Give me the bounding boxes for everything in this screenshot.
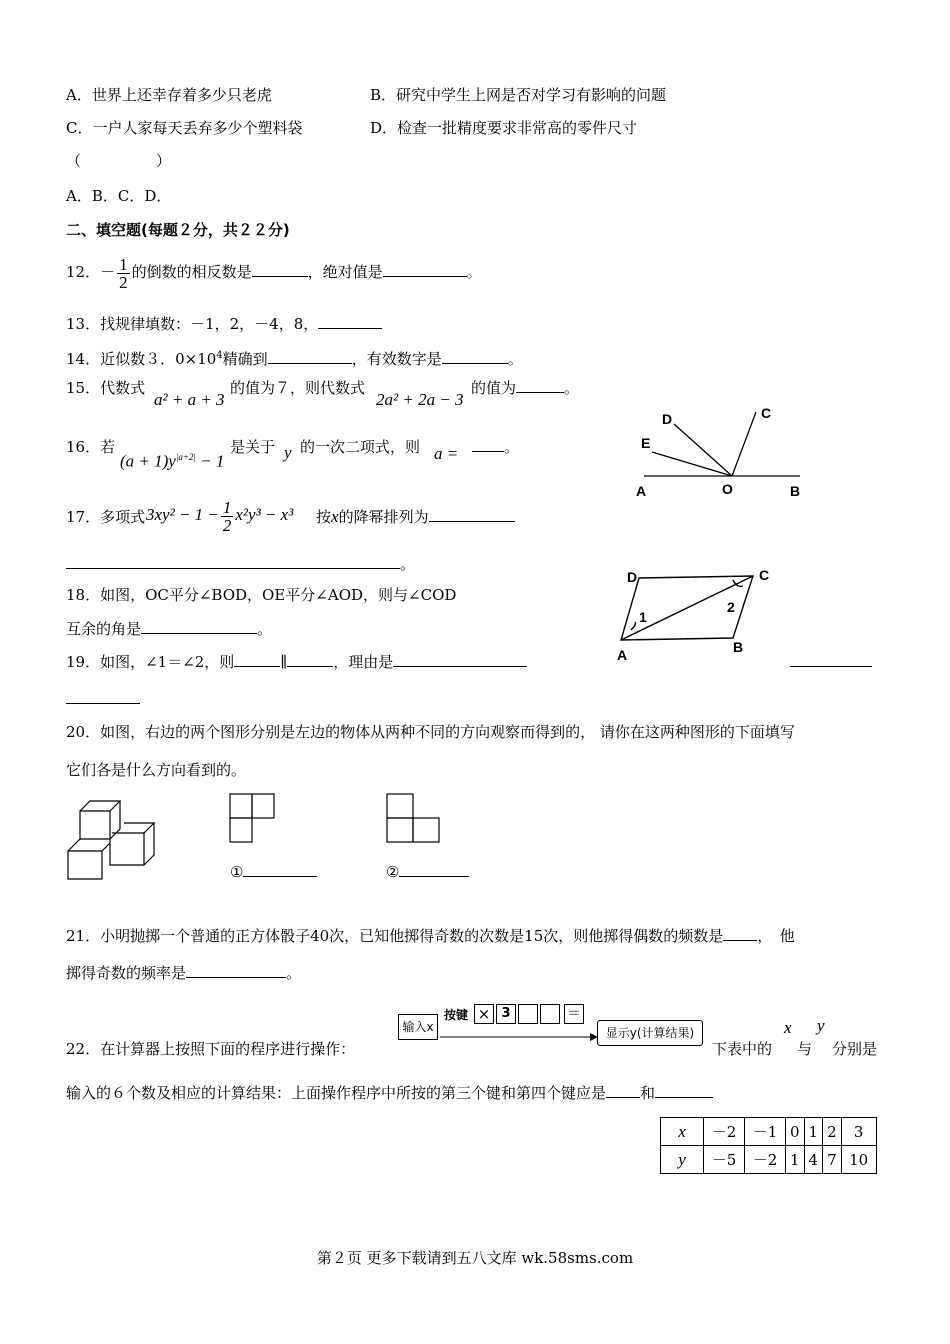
answer-blank[interactable]: [655, 1083, 713, 1098]
table-cell: 4: [804, 1146, 823, 1174]
answer-blank[interactable]: [186, 963, 286, 978]
answer-blank[interactable]: [393, 652, 527, 667]
question-22-after: 下表中的: [712, 1040, 773, 1058]
question-15-mid: 的值为７，则代数式: [230, 379, 366, 397]
question-12: 12．－ $\frac{1}{2}$ 的倒数的相反数是 ，绝对值是 。: [66, 254, 482, 292]
question-21-line2: 掷得奇数的频率是 。: [66, 964, 302, 982]
var-y: y: [817, 1016, 825, 1035]
option-d: D．检查一批精度要求非常高的零件尺寸: [370, 119, 638, 137]
question-22-line2: 输入的６个数及相应的计算结果：上面操作程序中所按的第三个键和第四个键应是 和: [66, 1083, 713, 1103]
angle-figure: [630, 402, 810, 504]
question-14: 14．近似数３．$0\times 10^4$精确到 ，有效数字是 。: [66, 350, 523, 368]
answer-blank[interactable]: [399, 862, 469, 877]
label-D: D: [662, 411, 673, 427]
label-B: B: [790, 483, 801, 499]
question-19-blank-cont: [66, 689, 140, 709]
answer-blank[interactable]: [318, 314, 382, 329]
question-17: 17．多项式: [66, 508, 146, 526]
view-label-1: ①: [230, 862, 317, 882]
question-19: 19．如图，∠1＝∠2，则 ∥ ，理由是: [66, 652, 527, 672]
table-cell: 3: [841, 1118, 876, 1146]
section-heading: 二、填空题(每题２分，共２２分): [66, 221, 290, 239]
answer-blank[interactable]: [723, 926, 757, 941]
question-19-blank-right: [790, 652, 872, 672]
var-y: y: [284, 443, 292, 462]
ans-var: a =: [434, 444, 459, 463]
question-16-text3: 的一次二项式，则: [300, 438, 421, 456]
expr-16: $(a + 1)y^{|a+2|} - 1$: [120, 451, 225, 471]
label-A: A: [636, 483, 647, 499]
answer-blank[interactable]: [606, 1083, 640, 1098]
table-cell: 7: [823, 1146, 842, 1174]
question-22-after2: 分别是: [832, 1040, 878, 1058]
label-A: A: [617, 647, 628, 663]
question-22-and: 与: [797, 1040, 813, 1058]
table-cell: 1: [786, 1146, 805, 1174]
label-O: O: [722, 481, 733, 497]
view-figure-1: [228, 792, 284, 848]
expr-1: a² + a + 3: [154, 390, 225, 409]
answer-blank[interactable]: [234, 652, 280, 667]
answer-blank[interactable]: [252, 262, 308, 277]
answer-blank[interactable]: [66, 689, 140, 704]
answer-blank[interactable]: [268, 349, 352, 364]
answer-paren: （ ）: [66, 152, 172, 170]
key-equals: ＝: [564, 1004, 584, 1024]
answer-letters: A．B．C．D．: [66, 187, 172, 205]
expr-2: 2a² + 2a − 3: [376, 390, 464, 409]
view-label-2: ②: [386, 862, 469, 882]
table-cell: －2: [745, 1146, 786, 1174]
question-16-end: 。: [472, 437, 519, 457]
label-C: C: [761, 405, 772, 421]
question-16: 16．若: [66, 438, 116, 456]
table-header-y: y: [661, 1146, 704, 1174]
table-cell: 2: [823, 1118, 842, 1146]
option-c: C．一户人家每天丢弃多少个塑料袋: [66, 119, 303, 137]
keys-label: 按键: [444, 1008, 469, 1022]
answer-blank[interactable]: [790, 652, 872, 667]
question-20: 20．如图，右边的两个图形分别是左边的物体从两种不同的方向观察而得到的， 请你在这两种图形的下面填写: [66, 723, 795, 741]
question-18: 18．如图，OC平分∠BOD，OE平分∠AOD，则与∠COD: [66, 586, 457, 604]
answer-blank[interactable]: [383, 262, 467, 277]
table-cell: 1: [804, 1118, 823, 1146]
var-x: x: [784, 1018, 792, 1037]
question-22: 22．在计算器上按照下面的程序进行操作：: [66, 1040, 356, 1058]
answer-blank[interactable]: [243, 862, 317, 877]
question-21: 21．小明抛掷一个普通的正方体骰子40次，已知他掷得奇数的次数是15次，则他掷得偶数的频数是 ， 他: [66, 927, 795, 945]
question-15-end: 的值为 。: [471, 379, 580, 397]
answer-blank[interactable]: [472, 437, 504, 452]
table-cell: 10: [841, 1146, 876, 1174]
answer-blank[interactable]: [66, 554, 400, 569]
table-cell: －1: [745, 1118, 786, 1146]
answer-blank[interactable]: [516, 378, 564, 393]
label-C: C: [759, 567, 770, 583]
expr-17: 3xy² − 1 − $\frac{1}{2}$ x²y³ − x³: [146, 497, 294, 535]
cube-stack-figure: [66, 795, 162, 885]
key-blank-4: [540, 1004, 560, 1024]
question-20-line2: 它们各是什么方向看到的。: [66, 761, 247, 779]
view-figure-2: [385, 792, 445, 848]
fraction: $\frac{1}{2}$: [119, 254, 128, 292]
answer-blank[interactable]: [442, 349, 508, 364]
display-box: 显示y(计算结果): [597, 1020, 703, 1046]
table-cell: －2: [704, 1118, 745, 1146]
table-row: [661, 1146, 877, 1174]
arrow-icon: [440, 1030, 600, 1044]
label-B: B: [733, 639, 744, 655]
table-header-x: x: [661, 1118, 704, 1146]
key-3: 3: [496, 1004, 516, 1024]
xy-table: [660, 1117, 877, 1174]
question-15: 15．代数式: [66, 379, 146, 397]
option-b: B．研究中学生上网是否对学习有影响的问题: [370, 86, 667, 104]
label-D: D: [627, 569, 638, 585]
answer-blank[interactable]: [141, 619, 257, 634]
table-cell: 0: [786, 1118, 805, 1146]
key-times: ×: [474, 1004, 494, 1024]
key-blank-3: [518, 1004, 538, 1024]
question-17-mid: 按x的降幂排列为: [316, 507, 515, 527]
option-a: A．世界上还幸存着多少只老虎: [66, 86, 272, 104]
answer-blank[interactable]: [287, 652, 333, 667]
fraction: $\frac{1}{2}$: [222, 497, 232, 535]
label-1: 1: [639, 609, 647, 625]
table-row: [661, 1118, 877, 1146]
label-2: 2: [727, 599, 735, 615]
question-17-line2: 。: [66, 554, 415, 574]
question-13: 13．找规律填数：－1，2，－4，8，: [66, 314, 382, 334]
label-E: E: [641, 435, 651, 451]
input-box: 输入x: [398, 1014, 438, 1040]
parallelogram-figure: [615, 566, 785, 664]
table-cell: －5: [704, 1146, 745, 1174]
page-footer: 第２页 更多下载请到五八文库 wk.58sms.com: [316, 1249, 634, 1267]
question-18-line2: 互余的角是 。: [66, 620, 273, 638]
answer-blank[interactable]: [429, 507, 515, 522]
question-16-mid: 是关于: [230, 438, 276, 456]
